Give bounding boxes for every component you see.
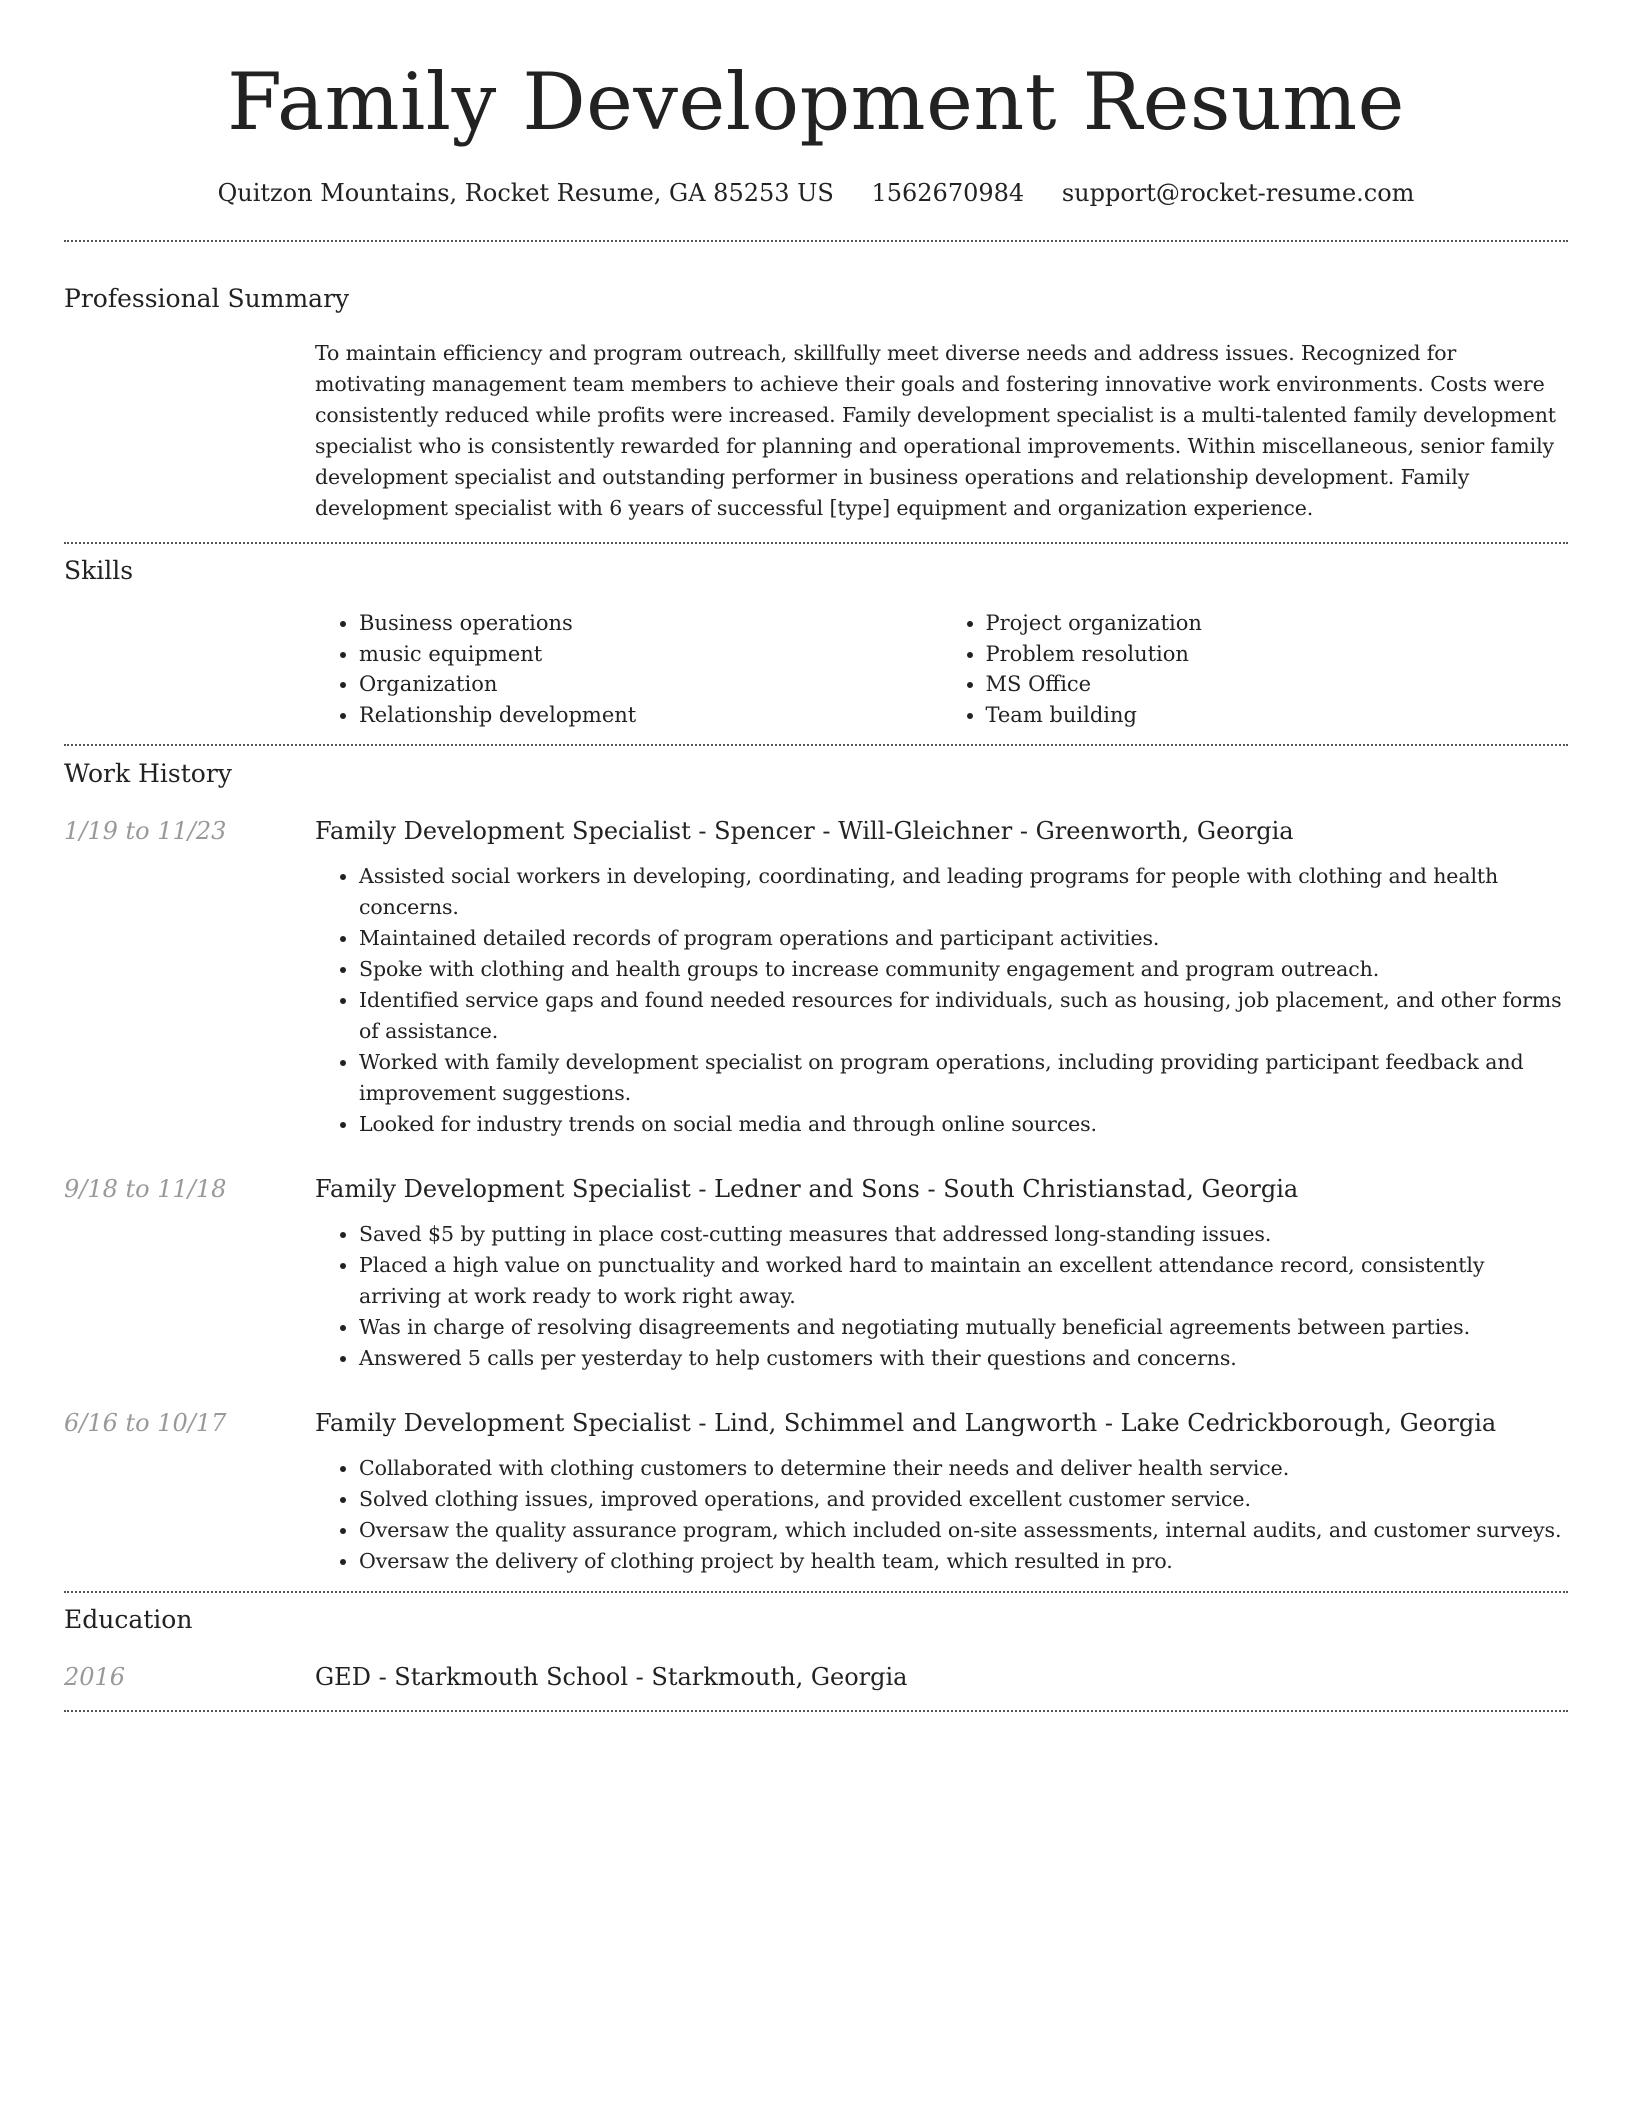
summary-content (315, 338, 1568, 524)
job-bullet: • Maintained detailed records of program operations and participant activities. (359, 923, 1568, 954)
education-content (315, 1661, 1568, 1693)
contact-phone: 1562670984 (871, 179, 1025, 207)
contact-address: Quitzon Mountains, Rocket Resume, GA 85253 US (217, 179, 834, 207)
job-bullet: • Worked with family development specialist on program operations, including providing participant feedback and improvement suggestions. (359, 1047, 1568, 1109)
skill-item: • Relationship development (359, 700, 942, 731)
job-entry (64, 1173, 1568, 1374)
education-year: 2016 (64, 1663, 126, 1691)
job-role: Family Development Specialist (315, 1409, 691, 1437)
divider (64, 1591, 1568, 1593)
section-title-summary: Professional Summary (64, 284, 350, 313)
summary-text: To maintain efficiency and program outreach, skillfully meet diverse needs and address issues. Recognized for motivating management team members to achieve their goals and fostering innovative work environments. Costs were consistently reduced while profits were increased. Family development specialist is a multi-talented family development specialist who is consistently rewarded for planning and operational improvements. Within miscellaneous, senior family development specialist and outstanding performer in business operations and relationship development. Family development specialist with 6 years of successful [type] equipment and organization experience. (315, 341, 1556, 520)
job-role: Family Development Specialist (315, 1175, 691, 1203)
divider (64, 744, 1568, 746)
job-bullet: • Solved clothing issues, improved operations, and provided excellent customer service. (359, 1484, 1568, 1515)
skill-item: • MS Office (986, 669, 1569, 700)
job-role: Family Development Specialist (315, 817, 691, 845)
job-entry (64, 815, 1568, 1140)
resume-title: Family Development Resume (227, 56, 1405, 148)
job-bullet: • Spoke with clothing and health groups to increase community engagement and program outreach. (359, 954, 1568, 985)
summary-left (64, 338, 315, 524)
job-content (315, 1173, 1568, 1374)
summary-row (64, 338, 1568, 524)
job-bullet: • Oversaw the delivery of clothing project by health team, which resulted in pro. (359, 1546, 1568, 1577)
job-details: - Ledner and Sons - South Christianstad, Georgia (690, 1175, 1299, 1203)
skill-item: • Business operations (359, 608, 942, 639)
divider (64, 1710, 1568, 1712)
job-bullet: • Looked for industry trends on social media and through online sources. (359, 1109, 1568, 1140)
divider (64, 542, 1568, 544)
job-bullets (315, 1453, 1568, 1577)
skill-item: • Project organization (986, 608, 1569, 639)
skills-row (64, 608, 1568, 730)
job-bullet: • Saved $5 by putting in place cost-cutting measures that addressed long-standing issues. (359, 1219, 1568, 1250)
job-bullet: • Oversaw the quality assurance program, which included on-site assessments, internal audits, and customer surveys. (359, 1515, 1568, 1546)
job-title (315, 1407, 1568, 1439)
job-entry (64, 1407, 1568, 1577)
job-dates: 9/18 to 11/18 (64, 1175, 227, 1203)
contact-email: support@rocket-resume.com (1061, 179, 1415, 207)
contact-line (64, 178, 1568, 208)
job-bullet: • Collaborated with clothing customers to determine their needs and deliver health service. (359, 1453, 1568, 1484)
job-details: - Spencer - Will-Gleichner - Greenworth, Georgia (690, 817, 1294, 845)
skills-column-1 (315, 608, 942, 730)
skill-item: • music equipment (359, 639, 942, 670)
job-title (315, 815, 1568, 847)
job-bullets (315, 861, 1568, 1140)
skills-column-2 (942, 608, 1569, 730)
job-content (315, 815, 1568, 1140)
skill-item: • Team building (986, 700, 1569, 731)
education-text: GED - Starkmouth School - Starkmouth, Georgia (315, 1663, 908, 1691)
job-bullet: • Placed a high value on punctuality and worked hard to maintain an excellent attendance record, consistently arriving at work ready to work right away. (359, 1250, 1568, 1312)
job-details: - Lind, Schimmel and Langworth - Lake Cedrickborough, Georgia (690, 1409, 1497, 1437)
job-bullet: • Was in charge of resolving disagreements and negotiating mutually beneficial agreements between parties. (359, 1312, 1568, 1343)
section-title-skills: Skills (64, 556, 134, 585)
skill-item: • Problem resolution (986, 639, 1569, 670)
job-bullet: • Assisted social workers in developing, coordinating, and leading programs for people with clothing and health concerns. (359, 861, 1568, 923)
skills-left (64, 608, 315, 730)
job-bullet: • Identified service gaps and found needed resources for individuals, such as housing, job placement, and other forms of assistance. (359, 985, 1568, 1047)
skill-item: • Organization (359, 669, 942, 700)
section-title-work: Work History (64, 759, 232, 788)
education-entry (64, 1661, 1568, 1693)
job-title (315, 1173, 1568, 1205)
section-title-education: Education (64, 1605, 193, 1634)
job-bullets (315, 1219, 1568, 1374)
divider (64, 240, 1568, 242)
job-content (315, 1407, 1568, 1577)
resume-page (64, 0, 1568, 1712)
skills-grid (315, 608, 1568, 730)
job-dates: 6/16 to 10/17 (64, 1409, 227, 1437)
job-dates: 1/19 to 11/23 (64, 817, 227, 845)
job-bullet: • Answered 5 calls per yesterday to help customers with their questions and concerns. (359, 1343, 1568, 1374)
